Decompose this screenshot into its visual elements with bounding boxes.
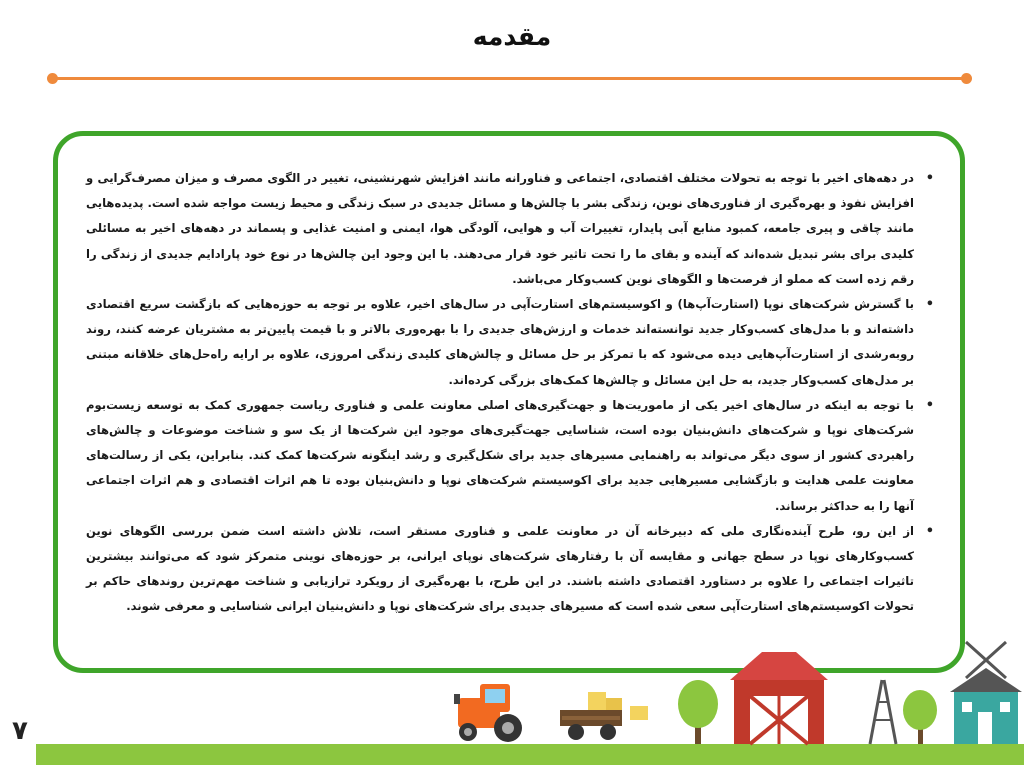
barn-icon <box>730 652 828 744</box>
paragraph-list <box>86 166 936 620</box>
divider-left-dot <box>47 73 58 84</box>
house-icon <box>950 642 1022 744</box>
page-title: مقدمه <box>472 22 552 51</box>
paragraph-4: • از این رو، طرح آینده‌نگاری ملی که دبیرخانه آن در معاونت علمی و فناوری مستقر است، تلاش داشته است ضمن بررسی الگوهای نوین کسب‌وکارهای نوپا در سطح جهانی و مقایسه آن با رفتارهای شرکت‌های نوپای ایرانی، بر حوزه‌های نوینی متمرکز شود که می‌توانند بیشترین تاثیرات اجتماعی را علاوه بر دستاورد اقتصادی داشته باشند. در این طرح، با بهره‌گیری از رویکرد ترازیابی و شناخت مهم‌ترین روندهای حاکم بر تحولات اکوسیستم‌های استارت‌آپی سعی شده است که مسیرهای جدیدی برای شرکت‌های نوپا و دانش‌بنیان ایرانی شناسایی و معرفی شوند. <box>86 519 936 620</box>
windmill-tower-icon <box>870 680 896 744</box>
title-divider-line <box>52 77 968 80</box>
farm-illustration <box>450 640 1024 750</box>
paragraph-2: • با گسترش شرکت‌های نوپا (استارت‌آپ‌ها) و اکوسیستم‌های استارت‌آپی در سال‌های اخیر، علاوه بر توجه به حوزه‌هایی که بازگشت سریع اقتصادی داشته‌اند و با مدل‌های کسب‌وکار جدید توانسته‌اند خدمات و ارزش‌های جدیدی را با بهره‌وری بالاتر و با قیمت پایین‌تر به مشتریان عرضه کنند، روند روبه‌رشدی از استارت‌آپ‌هایی دیده می‌شود که با تمرکز بر حل مسائل و چالش‌های کلیدی زندگی امروزی، علاوه بر ارایه راه‌حل‌های خلاقانه مبتنی بر مدل‌های کسب‌وکار جدید، به حل این مسائل و چالش‌ها کمک‌های بزرگی کرده‌اند. <box>86 292 936 393</box>
paragraph-1: • در دهه‌های اخیر با توجه به تحولات مختلف اقتصادی، اجتماعی و فناورانه مانند افزایش شهرنشینی، تغییر در الگوی مصرف و میزان مصرف‌گرایی و افزایش نفوذ و بهره‌گیری از فناوری‌های نوین، زندگی بشر با چالش‌ها و مسائل جدیدی در سبک زندگی و محیط زیست مواجه شده است. پدیده‌هایی مانند چاقی و پیری جامعه، کمبود منابع آبی پایدار، تغییرات آب و هوایی، آلودگی هوا، ایمنی و امنیت غذایی و پسماند در دهه‌های اخیر به مسائلی کلیدی برای بشر تبدیل شده‌اند که آینده و بقای ما را تحت تاثیر خود قرار می‌دهند. با این وجود این چالش‌ها در نوع خود پارادایم جدیدی از زندگی را رقم زده است که مملو از فرصت‌ها و الگوهای نوین کسب‌وکار می‌باشد. <box>86 166 936 292</box>
paragraph-3: • با توجه به اینکه در سال‌های اخیر یکی از ماموریت‌ها و جهت‌گیری‌های اصلی معاونت علمی و فناوری ریاست جمهوری کمک به توسعه زیست‌بوم شرکت‌های نوپا و شرکت‌های دانش‌بنیان بوده است، شناسایی جهت‌گیری‌های موجود این شرکت‌ها از یک سو و شناخت موضوعات و چالش‌های راهبردی کشور از سوی دیگر می‌تواند به راهنمایی مسیرهای جدید برای شکل‌گیری و رشد اینگونه شرکت‌ها کمک کند. بنابراین، یکی از رسالت‌های معاونت علمی هدایت و بازگشایی مسیرهایی جدید برای اکوسیستم شرکت‌های نوپا و دانش‌بنیان بوده تا هم اثرات اقتصادی و هم اثرات اجتماعی آنها را به حداکثر برساند. <box>86 393 936 519</box>
page-number: ۷ <box>12 716 28 746</box>
hay-cart-icon <box>560 692 648 740</box>
tractor-icon <box>454 684 522 742</box>
tree-icon <box>903 690 937 744</box>
content-box <box>53 131 965 673</box>
tree-icon <box>678 680 718 744</box>
divider-right-dot <box>961 73 972 84</box>
